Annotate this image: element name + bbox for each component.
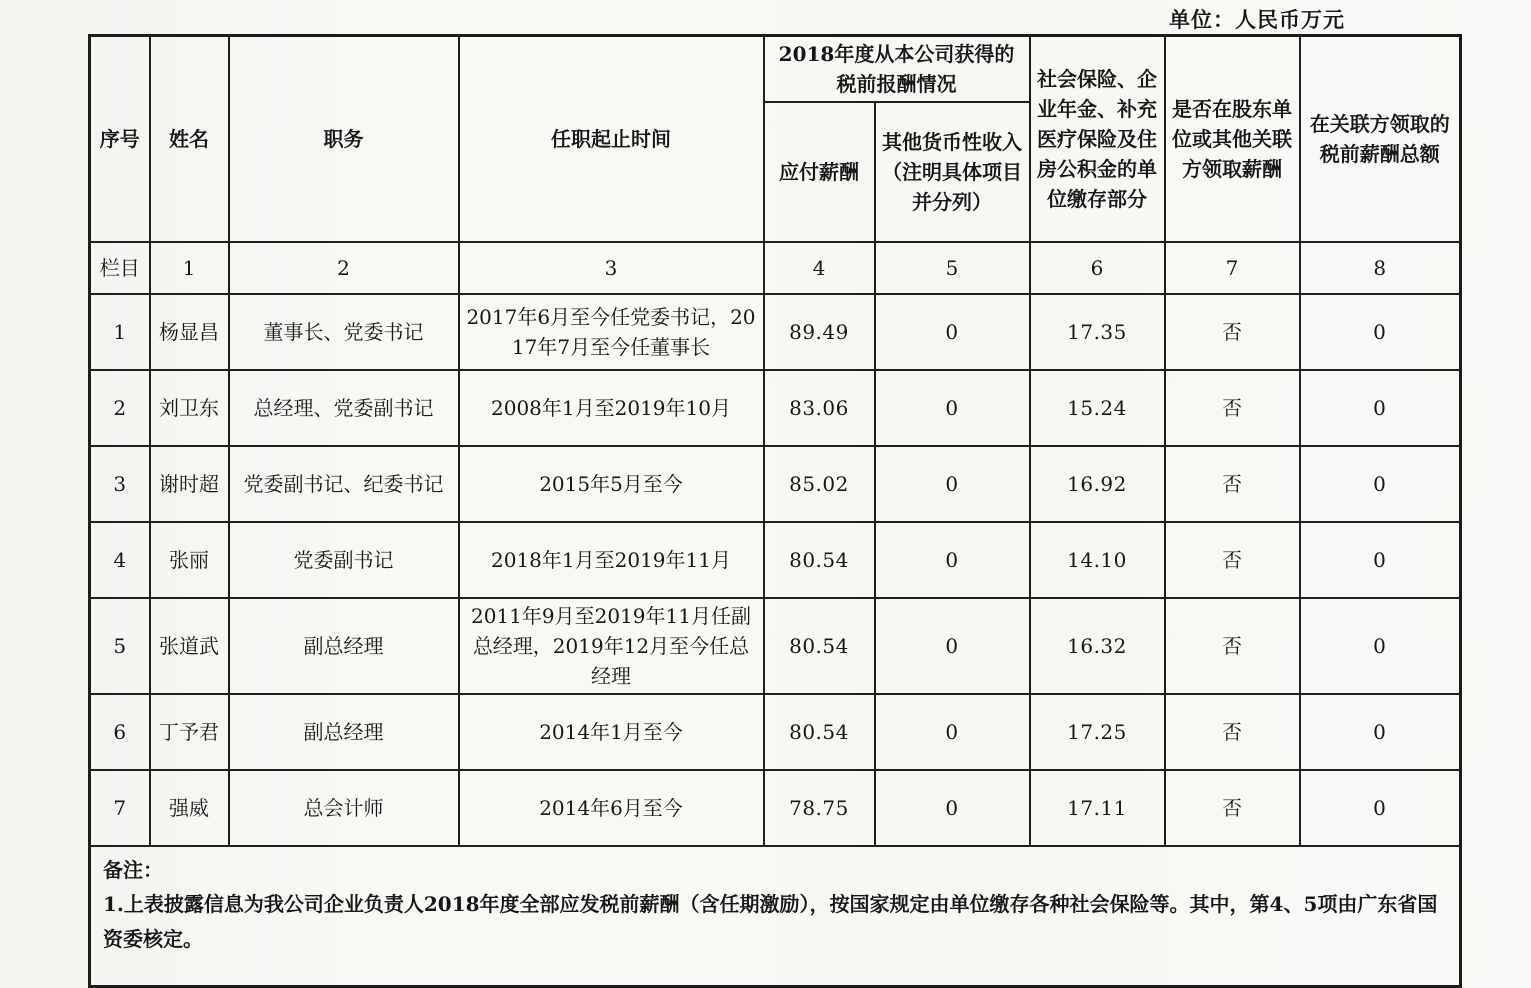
name-cell: 张道武: [150, 598, 229, 694]
name-cell: 杨显昌: [150, 294, 229, 370]
social-cell: 16.32: [1030, 598, 1165, 694]
index-cell: 3: [459, 242, 764, 294]
position-cell: 副总经理: [229, 694, 459, 770]
position-cell: 董事长、党委书记: [229, 294, 459, 370]
other-income-cell: 0: [875, 770, 1030, 846]
related-total-cell: 0: [1300, 370, 1461, 446]
serial-cell: 1: [90, 294, 150, 370]
notes-row: [90, 846, 1461, 987]
other-income-cell: 0: [875, 598, 1030, 694]
related-total-cell: 0: [1300, 598, 1461, 694]
social-cell: 17.35: [1030, 294, 1165, 370]
notes-label: 备注：: [103, 858, 163, 882]
payable-cell: 80.54: [764, 694, 875, 770]
serial-cell: 7: [90, 770, 150, 846]
serial-cell: 5: [90, 598, 150, 694]
index-cell: 2: [229, 242, 459, 294]
header-name: 姓名: [150, 36, 229, 243]
other-income-cell: 0: [875, 522, 1030, 598]
shareholder-cell: 否: [1165, 446, 1300, 522]
header-payable-salary: 应付薪酬: [764, 102, 875, 242]
header-serial: 序号: [90, 36, 150, 243]
payable-cell: 80.54: [764, 522, 875, 598]
payable-cell: 78.75: [764, 770, 875, 846]
social-cell: 15.24: [1030, 370, 1165, 446]
index-cell: 栏目: [90, 242, 150, 294]
name-cell: 刘卫东: [150, 370, 229, 446]
header-row-top: [90, 36, 1461, 103]
shareholder-cell: 否: [1165, 522, 1300, 598]
unit-label: 单位：人民币万元: [1169, 7, 1345, 32]
tenure-cell: 2014年1月至今: [459, 694, 764, 770]
social-cell: 14.10: [1030, 522, 1165, 598]
index-cell: 4: [764, 242, 875, 294]
other-income-cell: 0: [875, 294, 1030, 370]
related-total-cell: 0: [1300, 294, 1461, 370]
header-shareholder-pay: 是否在股东单位或其他关联方领取薪酬: [1165, 36, 1300, 243]
social-cell: 16.92: [1030, 446, 1165, 522]
name-cell: 谢时超: [150, 446, 229, 522]
tenure-cell: 2015年5月至今: [459, 446, 764, 522]
other-income-cell: 0: [875, 694, 1030, 770]
payable-cell: 89.49: [764, 294, 875, 370]
table-row: [90, 598, 1461, 694]
table-row: [90, 522, 1461, 598]
related-total-cell: 0: [1300, 694, 1461, 770]
position-cell: 总会计师: [229, 770, 459, 846]
name-cell: 丁予君: [150, 694, 229, 770]
index-cell: 5: [875, 242, 1030, 294]
header-other-monetary-income: 其他货币性收入（注明具体项目并分列）: [875, 102, 1030, 242]
payable-cell: 80.54: [764, 598, 875, 694]
related-total-cell: 0: [1300, 446, 1461, 522]
serial-cell: 3: [90, 446, 150, 522]
other-income-cell: 0: [875, 370, 1030, 446]
index-cell: 7: [1165, 242, 1300, 294]
notes-text: 1.上表披露信息为我公司企业负责人2018年度全部应发税前薪酬（含任期激励），按国家规定由单位缴存各种社会保险等。其中，第4、5项由广东省国资委核定。: [103, 892, 1438, 951]
social-cell: 17.11: [1030, 770, 1165, 846]
header-social-insurance: 社会保险、企业年金、补充医疗保险及住房公积金的单位缴存部分: [1030, 36, 1165, 243]
related-total-cell: 0: [1300, 770, 1461, 846]
header-position: 职务: [229, 36, 459, 243]
index-cell: 8: [1300, 242, 1461, 294]
shareholder-cell: 否: [1165, 294, 1300, 370]
index-cell: 6: [1030, 242, 1165, 294]
position-cell: 副总经理: [229, 598, 459, 694]
related-total-cell: 0: [1300, 522, 1461, 598]
shareholder-cell: 否: [1165, 370, 1300, 446]
other-income-cell: 0: [875, 446, 1030, 522]
table-row: [90, 294, 1461, 370]
tenure-cell: 2018年1月至2019年11月: [459, 522, 764, 598]
table-row: [90, 370, 1461, 446]
header-related-party-total: 在关联方领取的税前薪酬总额: [1300, 36, 1461, 243]
index-cell: 1: [150, 242, 229, 294]
column-index-row: [90, 242, 1461, 294]
position-cell: 党委副书记、纪委书记: [229, 446, 459, 522]
tenure-cell: 2008年1月至2019年10月: [459, 370, 764, 446]
position-cell: 总经理、党委副书记: [229, 370, 459, 446]
tenure-cell: 2011年9月至2019年11月任副总经理，2019年12月至今任总经理: [459, 598, 764, 694]
serial-cell: 6: [90, 694, 150, 770]
notes-cell: [90, 846, 1461, 987]
table-row: [90, 446, 1461, 522]
table-row: [90, 770, 1461, 846]
social-cell: 17.25: [1030, 694, 1165, 770]
shareholder-cell: 否: [1165, 694, 1300, 770]
serial-cell: 4: [90, 522, 150, 598]
header-compensation-group: 2018年度从本公司获得的税前报酬情况: [764, 36, 1030, 103]
shareholder-cell: 否: [1165, 598, 1300, 694]
table-row: [90, 694, 1461, 770]
payable-cell: 83.06: [764, 370, 875, 446]
serial-cell: 2: [90, 370, 150, 446]
position-cell: 党委副书记: [229, 522, 459, 598]
payable-cell: 85.02: [764, 446, 875, 522]
name-cell: 强威: [150, 770, 229, 846]
shareholder-cell: 否: [1165, 770, 1300, 846]
header-tenure: 任职起止时间: [459, 36, 764, 243]
tenure-cell: 2014年6月至今: [459, 770, 764, 846]
tenure-cell: 2017年6月至今任党委书记，2017年7月至今任董事长: [459, 294, 764, 370]
salary-disclosure-table: [88, 34, 1462, 988]
name-cell: 张丽: [150, 522, 229, 598]
